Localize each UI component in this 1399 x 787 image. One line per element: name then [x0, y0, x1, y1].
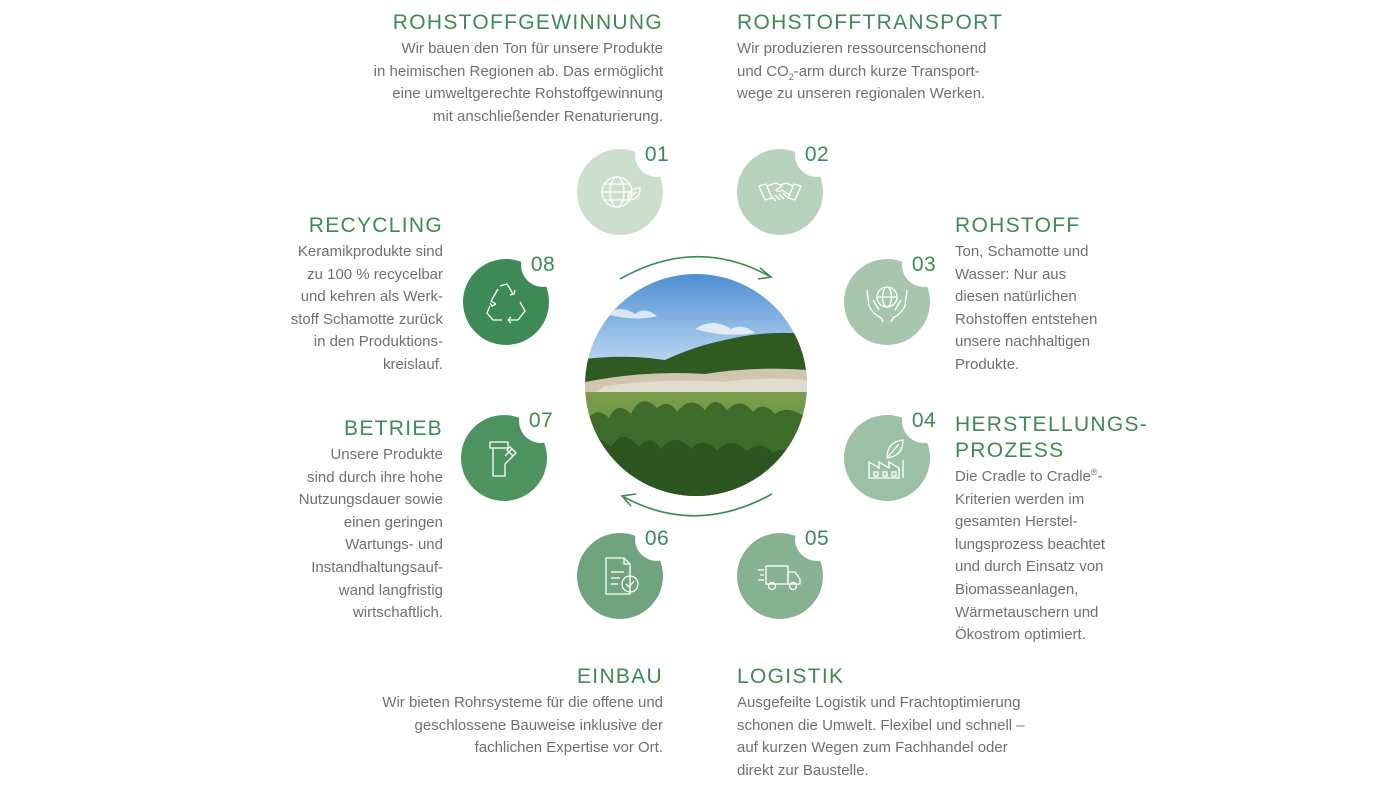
step-text-line: und $CO_2$-arm durch kurze Transport-: [737, 62, 980, 82]
recycle-icon: [484, 280, 528, 324]
step-text-line: Wir produzieren ressourcenschonend: [737, 40, 987, 57]
step-text-line: wirtschaftlich.: [352, 604, 443, 622]
delivery-truck-icon: [758, 554, 802, 598]
step-text-line: mit anschließender Renaturierung.: [432, 107, 663, 125]
step-text-line: und durch Einsatz von: [955, 558, 1104, 576]
step-text-line: Ökostrom optimiert.: [955, 626, 1086, 644]
step-02-text: [737, 10, 1057, 106]
step-05-text: [737, 664, 1057, 782]
step-text-line: wand langfristig: [338, 581, 443, 599]
step-text-line: stoff Schamotte zurück: [290, 310, 443, 328]
step-06-text: [343, 664, 663, 760]
step-text-line: Wir bauen den Ton für unsere Produkte: [401, 40, 663, 57]
subscript: 2: [788, 71, 794, 82]
step-number-badge: 02: [795, 133, 839, 177]
step-number-badge: 01: [635, 133, 679, 177]
step-07-node: [461, 409, 554, 501]
step-07-text: [253, 416, 443, 625]
step-text-line: zu 100 % recycelbar: [307, 265, 443, 283]
step-text-line: fachlichen Expertise vor Ort.: [474, 739, 663, 757]
step-04-node: [844, 409, 937, 501]
step-text-line: kreislauf.: [382, 355, 443, 373]
step-02-node: [737, 143, 830, 235]
step-number-badge: 03: [902, 243, 946, 287]
step-text-line: auf kurzen Wegen zum Fachhandel oder: [737, 739, 1008, 757]
step-number-badge: 07: [519, 399, 563, 443]
step-text-line: sind durch ihre hohe: [307, 468, 443, 486]
step-title: ROHSTOFF: [955, 214, 1081, 237]
step-title: LOGISTIK: [737, 665, 845, 688]
step-text-line: und kehren als Werk-: [300, 288, 443, 306]
step-01-node: [577, 143, 670, 235]
step-text-line: Instandhaltungsauf-: [311, 558, 443, 576]
step-title-line: PROZESS: [955, 439, 1065, 462]
step-06-node: [577, 527, 670, 619]
step-text-line: diesen natürlichen: [955, 288, 1077, 306]
step-number-badge: 06: [635, 517, 679, 561]
step-text-line: schonen die Umwelt. Flexibel und schnell –: [737, 716, 1025, 734]
bottom-cycle-arrow: [624, 494, 772, 516]
step-number-badge: 04: [902, 399, 946, 443]
checklist-document-icon: [598, 554, 642, 598]
step-text-line: direkt zur Baustelle.: [737, 761, 869, 779]
step-title: ROHSTOFFGEWINNUNG: [392, 11, 663, 34]
step-text-line: Produkte.: [955, 355, 1020, 373]
step-text-line: lungsprozess beachtet: [955, 535, 1106, 553]
quarry-landscape-photo: [585, 274, 807, 496]
step-text-line: Rohstoffen entstehen: [955, 310, 1098, 328]
step-03-node: [844, 253, 937, 345]
step-text-line: Unsere Produkte: [330, 446, 443, 463]
step-04-text: [955, 412, 1155, 647]
step-text-line: gesamten Herstel-: [955, 513, 1078, 531]
step-05-node: [737, 527, 830, 619]
step-08-node: [463, 253, 556, 345]
handshake-icon: [758, 170, 802, 214]
step-text-line: in den Produktions-: [313, 333, 443, 351]
step-title: EINBAU: [577, 665, 663, 688]
pipe-fitting-icon: [482, 436, 526, 480]
step-text-line: in heimischen Regionen ab. Das ermöglicht: [373, 62, 663, 80]
step-number-badge: 08: [521, 243, 565, 287]
step-title: ROHSTOFFTRANSPORT: [737, 11, 1004, 34]
step-text-line: geschlossene Bauweise inklusive der: [414, 716, 663, 734]
step-text-line: einen geringen: [343, 513, 443, 531]
step-08-text: [253, 213, 443, 377]
step-text-line: Biomasseanlagen,: [955, 580, 1079, 598]
step-text-line: wege zu unseren regionalen Werken.: [737, 85, 986, 103]
hands-globe-icon: [865, 280, 909, 324]
step-01-text: [330, 10, 663, 128]
step-title: BETRIEB: [344, 417, 443, 440]
step-text-line: Die Cradle to Cradle®-: [955, 467, 1103, 485]
step-text-line: Nutzungsdauer sowie: [298, 491, 443, 509]
step-text-line: Kriterien werden im: [955, 490, 1085, 508]
step-text-line: Ton, Schamotte und: [955, 243, 1089, 260]
step-text-line: Wartungs- und: [345, 536, 443, 554]
globe-leaf-icon: [598, 170, 642, 214]
step-title-line: HERSTELLUNGS-: [955, 413, 1149, 436]
step-text-line: Keramikprodukte sind: [297, 243, 443, 260]
step-number-badge: 05: [795, 517, 839, 561]
step-text-line: Wärmetauschern und: [955, 603, 1099, 621]
step-text-line: Ausgefeilte Logistik und Frachtoptimierung: [737, 694, 1021, 711]
step-text-line: unsere nachhaltigen: [955, 333, 1091, 351]
step-text-line: eine umweltgerechte Rohstoffgewinnung: [392, 85, 663, 103]
step-03-text: [955, 213, 1155, 377]
registered-mark: ®: [1090, 467, 1098, 477]
step-title: RECYCLING: [308, 214, 443, 237]
step-text-line: Wasser: Nur aus: [955, 265, 1067, 283]
factory-leaf-icon: [865, 436, 909, 480]
step-text-line: Wir bieten Rohrsysteme für die offene und: [382, 694, 663, 711]
